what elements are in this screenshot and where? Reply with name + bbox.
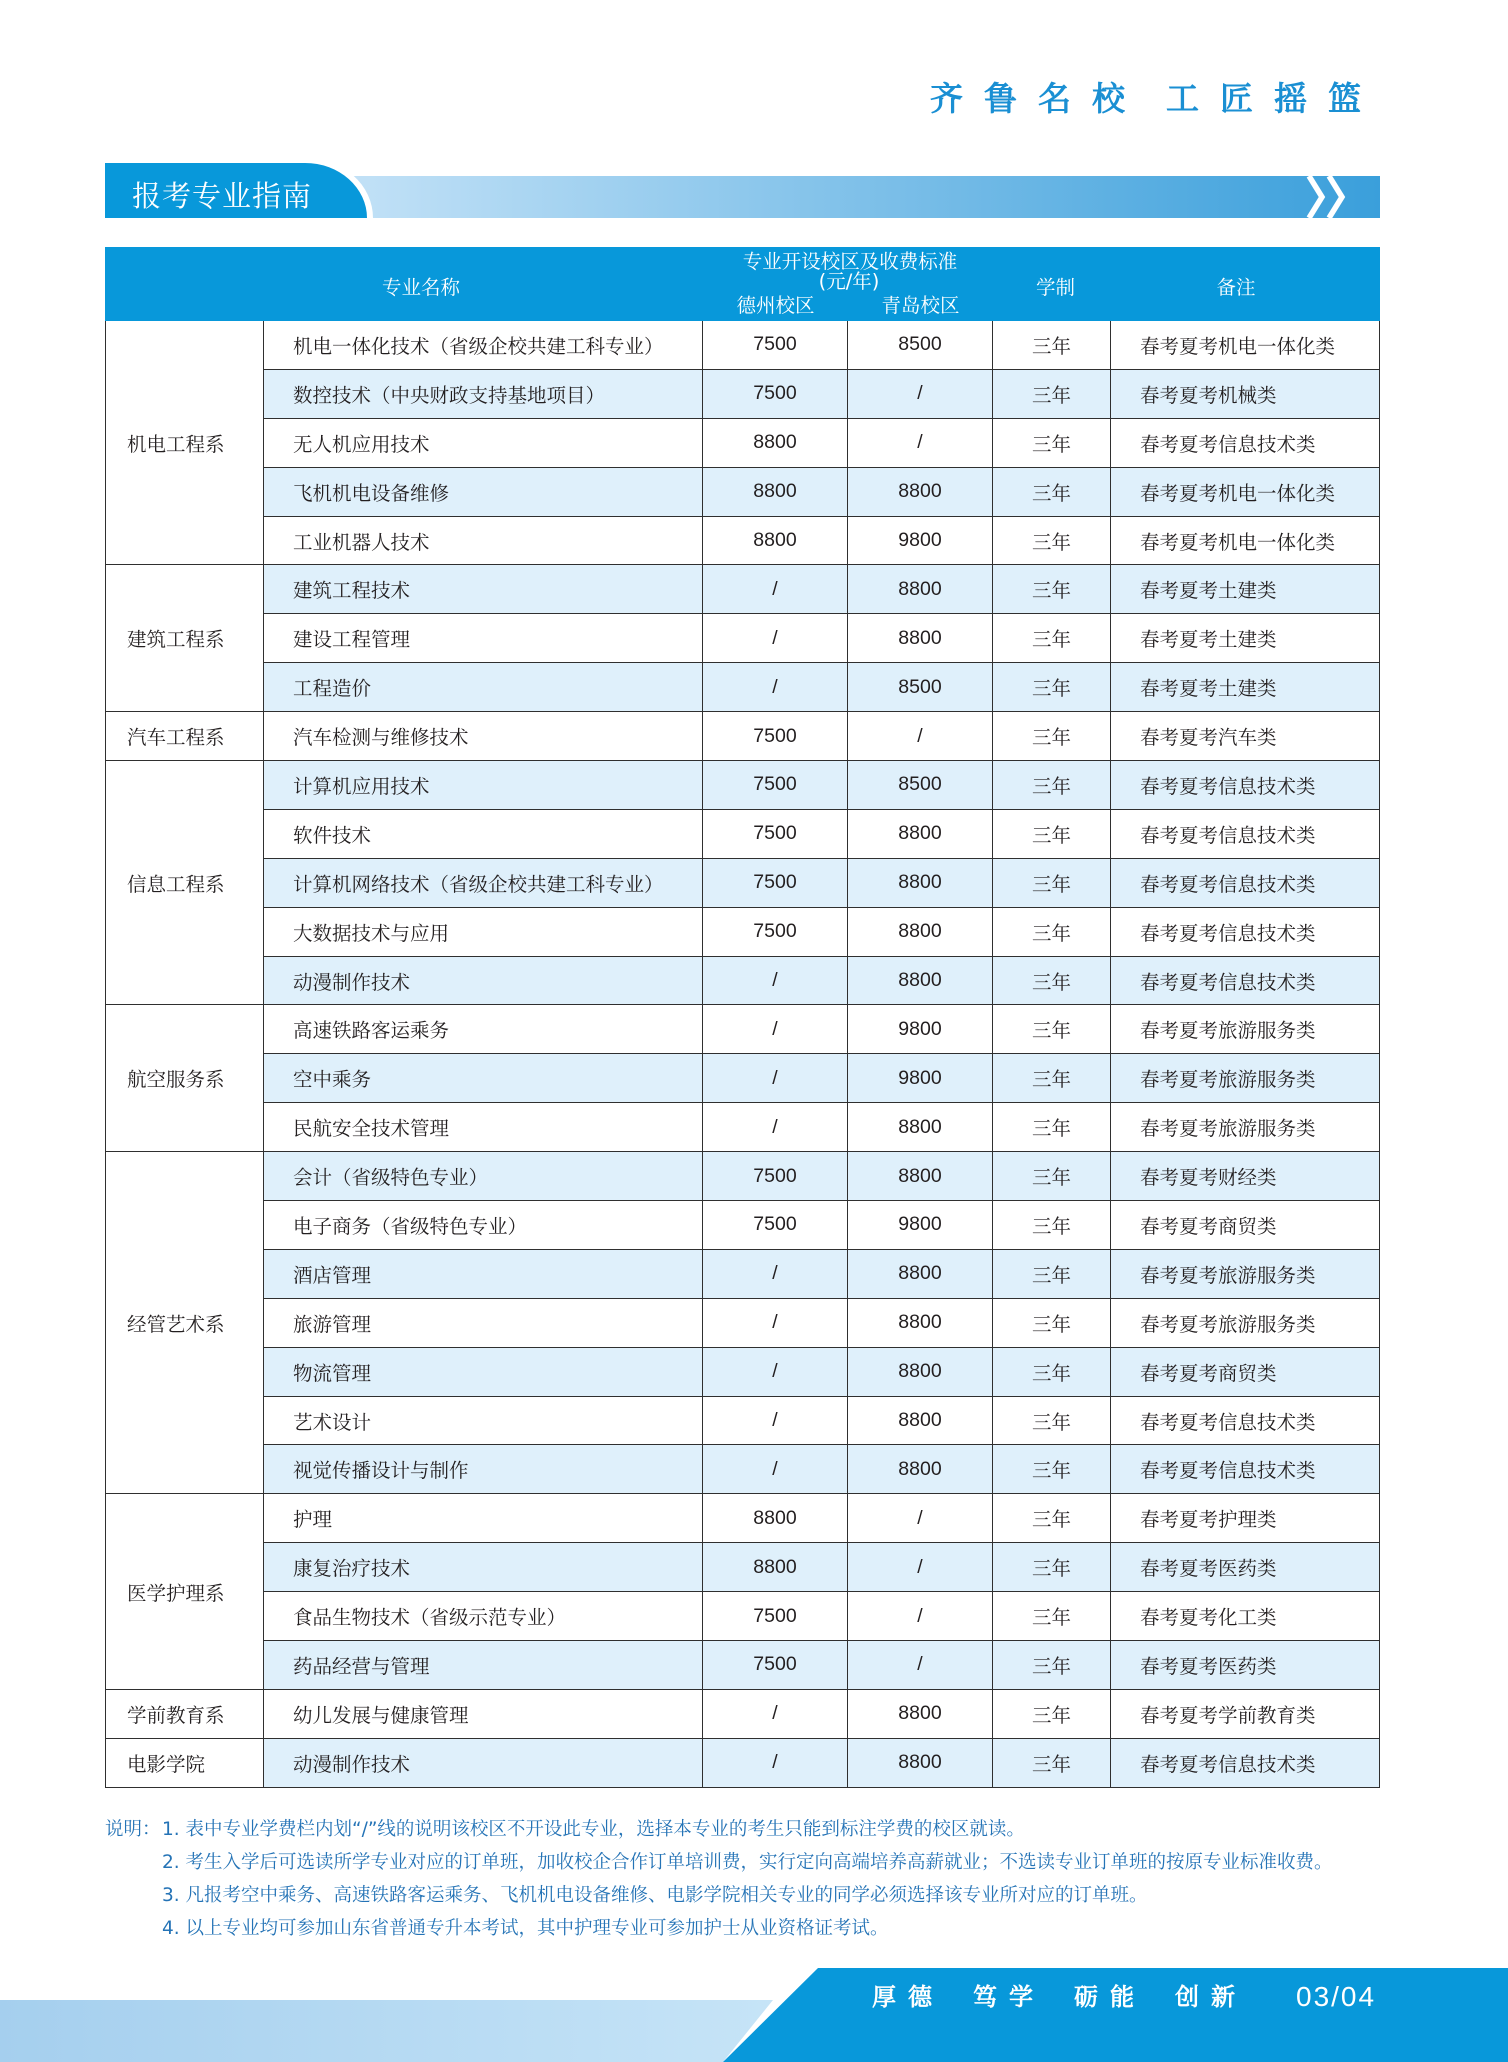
fee-qingdao-cell: 8800 xyxy=(848,1103,993,1152)
fee-qingdao-cell: 8500 xyxy=(848,663,993,712)
fee-dezhou-cell: 8800 xyxy=(703,419,848,468)
exam-category-cell: 春考夏考商贸类 xyxy=(1111,1348,1380,1397)
fee-qingdao-cell: / xyxy=(848,712,993,761)
duration-cell: 三年 xyxy=(993,1299,1111,1348)
fee-dezhou-cell: / xyxy=(703,957,848,1006)
slogan xyxy=(930,78,1382,120)
major-name-cell: 护理 xyxy=(264,1494,703,1543)
fee-qingdao-cell: 8800 xyxy=(848,810,993,859)
exam-category-cell: 春考夏考旅游服务类 xyxy=(1111,1299,1380,1348)
note-item xyxy=(105,1813,1333,1846)
note-item: 3. 凡报考空中乘务、高速铁路客运乘务、飞机机电设备维修、电影学院相关专业的同学必须选择该专业所对应的订单班。 xyxy=(162,1885,1148,1906)
exam-category-cell: 春考夏考土建类 xyxy=(1111,565,1380,614)
fee-qingdao-cell: 8800 xyxy=(848,565,993,614)
fee-dezhou-cell: 7500 xyxy=(703,761,848,810)
duration-cell: 三年 xyxy=(993,321,1111,370)
major-name-cell: 高速铁路客运乘务 xyxy=(264,1005,703,1054)
fee-dezhou-cell: / xyxy=(703,1005,848,1054)
fee-qingdao-cell: / xyxy=(848,419,993,468)
fee-dezhou-cell: 8800 xyxy=(703,1494,848,1543)
major-name-cell: 建筑工程技术 xyxy=(264,565,703,614)
fee-dezhou-cell: / xyxy=(703,1103,848,1152)
major-name-cell: 电子商务（省级特色专业） xyxy=(264,1201,703,1250)
department-cell: 经管艺术系 xyxy=(105,1152,264,1494)
motto-word: 砺能 xyxy=(1074,1983,1146,2011)
header-fee-unit: (元/年) xyxy=(818,270,880,293)
page-number: 03/04 xyxy=(1296,1981,1377,2012)
major-name-cell: 康复治疗技术 xyxy=(264,1543,703,1592)
fee-dezhou-cell: 8800 xyxy=(703,468,848,517)
footer-motto xyxy=(872,1981,1247,2013)
exam-category-cell: 春考夏考信息技术类 xyxy=(1111,1445,1380,1494)
major-name-cell: 建设工程管理 xyxy=(264,614,703,663)
fee-qingdao-cell: 9800 xyxy=(848,1201,993,1250)
fee-dezhou-cell: / xyxy=(703,1690,848,1739)
fee-dezhou-cell: 8800 xyxy=(703,1543,848,1592)
fee-qingdao-cell: 8800 xyxy=(848,1739,993,1788)
duration-cell: 三年 xyxy=(993,1739,1111,1788)
note-item: 4. 以上专业均可参加山东省普通专升本考试，其中护理专业可参加护士从业资格证考试。 xyxy=(162,1918,889,1939)
department-cell: 医学护理系 xyxy=(105,1494,264,1690)
fee-qingdao-cell: / xyxy=(848,1494,993,1543)
duration-cell: 三年 xyxy=(993,1397,1111,1446)
motto-word: 笃学 xyxy=(973,1983,1045,2011)
slogan-part: 工匠摇篮 xyxy=(1166,79,1382,118)
fee-dezhou-cell: 7500 xyxy=(703,1641,848,1690)
header-campus-qingdao: 青岛校区 xyxy=(881,294,960,317)
fee-dezhou-cell: 8800 xyxy=(703,517,848,566)
department-cell: 航空服务系 xyxy=(105,1005,264,1152)
notes-label: 说明： xyxy=(105,1819,161,1840)
major-name-cell: 物流管理 xyxy=(264,1348,703,1397)
fee-qingdao-cell: 8800 xyxy=(848,1690,993,1739)
slogan-part: 齐鲁名校 xyxy=(930,79,1146,118)
duration-cell: 三年 xyxy=(993,517,1111,566)
fee-dezhou-cell: 7500 xyxy=(703,1201,848,1250)
fee-dezhou-cell: / xyxy=(703,1739,848,1788)
duration-cell: 三年 xyxy=(993,1348,1111,1397)
major-name-cell: 药品经营与管理 xyxy=(264,1641,703,1690)
fee-dezhou-cell: 7500 xyxy=(703,908,848,957)
exam-category-cell: 春考夏考护理类 xyxy=(1111,1494,1380,1543)
major-name-cell: 计算机网络技术（省级企校共建工科专业） xyxy=(264,859,703,908)
fee-qingdao-cell: / xyxy=(848,370,993,419)
duration-cell: 三年 xyxy=(993,370,1111,419)
exam-category-cell: 春考夏考土建类 xyxy=(1111,663,1380,712)
fee-dezhou-cell: 7500 xyxy=(703,712,848,761)
exam-category-cell: 春考夏考旅游服务类 xyxy=(1111,1250,1380,1299)
major-name-cell: 视觉传播设计与制作 xyxy=(264,1445,703,1494)
exam-category-cell: 春考夏考信息技术类 xyxy=(1111,908,1380,957)
major-name-cell: 工业机器人技术 xyxy=(264,517,703,566)
exam-category-cell: 春考夏考机电一体化类 xyxy=(1111,517,1380,566)
footer-light-stripe xyxy=(0,2000,773,2062)
fee-qingdao-cell: 8800 xyxy=(848,957,993,1006)
exam-category-cell: 春考夏考医药类 xyxy=(1111,1543,1380,1592)
exam-category-cell: 春考夏考信息技术类 xyxy=(1111,810,1380,859)
department-cell: 建筑工程系 xyxy=(105,565,264,712)
department-cell: 信息工程系 xyxy=(105,761,264,1005)
duration-cell: 三年 xyxy=(993,1250,1111,1299)
department-cell: 学前教育系 xyxy=(105,1690,264,1739)
exam-category-cell: 春考夏考土建类 xyxy=(1111,614,1380,663)
exam-category-cell: 春考夏考信息技术类 xyxy=(1111,1397,1380,1446)
fee-dezhou-cell: 7500 xyxy=(703,810,848,859)
fee-dezhou-cell: 7500 xyxy=(703,321,848,370)
exam-category-cell: 春考夏考学前教育类 xyxy=(1111,1690,1380,1739)
exam-category-cell: 春考夏考信息技术类 xyxy=(1111,419,1380,468)
note-text: 1. 表中专业学费栏内划“/”线的说明该校区不开设此专业，选择本专业的考生只能到标注学费的校区就读。 xyxy=(162,1819,1025,1840)
duration-cell: 三年 xyxy=(993,1641,1111,1690)
exam-category-cell: 春考夏考机电一体化类 xyxy=(1111,468,1380,517)
fee-qingdao-cell: 8800 xyxy=(848,1299,993,1348)
major-name-cell: 会计（省级特色专业） xyxy=(264,1152,703,1201)
duration-cell: 三年 xyxy=(993,1494,1111,1543)
duration-cell: 三年 xyxy=(993,908,1111,957)
note-item: 2. 考生入学后可选读所学专业对应的订单班，加收校企合作订单培训费，实行定向高端培养高薪就业；不选读专业订单班的按原专业标准收费。 xyxy=(162,1852,1333,1873)
duration-cell: 三年 xyxy=(993,712,1111,761)
fee-qingdao-cell: 8800 xyxy=(848,1397,993,1446)
exam-category-cell: 春考夏考医药类 xyxy=(1111,1641,1380,1690)
header-note: 备注 xyxy=(1216,276,1256,299)
exam-category-cell: 春考夏考旅游服务类 xyxy=(1111,1054,1380,1103)
major-name-cell: 软件技术 xyxy=(264,810,703,859)
exam-category-cell: 春考夏考商贸类 xyxy=(1111,1201,1380,1250)
duration-cell: 三年 xyxy=(993,1543,1111,1592)
major-name-cell: 计算机应用技术 xyxy=(264,761,703,810)
duration-cell: 三年 xyxy=(993,1152,1111,1201)
exam-category-cell: 春考夏考信息技术类 xyxy=(1111,859,1380,908)
fee-qingdao-cell: 8800 xyxy=(848,859,993,908)
fee-dezhou-cell: / xyxy=(703,614,848,663)
section-title-bar xyxy=(335,176,1380,218)
fee-qingdao-cell: 9800 xyxy=(848,1005,993,1054)
fee-qingdao-cell: 8800 xyxy=(848,468,993,517)
header-fee-group: 专业开设校区及收费标准 xyxy=(742,250,958,273)
fee-qingdao-cell: / xyxy=(848,1543,993,1592)
fee-dezhou-cell: / xyxy=(703,1397,848,1446)
header-campus-dezhou: 德州校区 xyxy=(736,294,815,317)
exam-category-cell: 春考夏考机电一体化类 xyxy=(1111,321,1380,370)
header-major-name: 专业名称 xyxy=(381,276,460,299)
section-title: 报考专业指南 xyxy=(132,179,313,213)
exam-category-cell: 春考夏考旅游服务类 xyxy=(1111,1005,1380,1054)
exam-category-cell: 春考夏考信息技术类 xyxy=(1111,761,1380,810)
exam-category-cell: 春考夏考汽车类 xyxy=(1111,712,1380,761)
duration-cell: 三年 xyxy=(993,663,1111,712)
duration-cell: 三年 xyxy=(993,614,1111,663)
major-name-cell: 食品生物技术（省级示范专业） xyxy=(264,1592,703,1641)
duration-cell: 三年 xyxy=(993,468,1111,517)
fee-qingdao-cell: 8800 xyxy=(848,1152,993,1201)
fee-dezhou-cell: / xyxy=(703,565,848,614)
major-name-cell: 动漫制作技术 xyxy=(264,1739,703,1788)
major-name-cell: 幼儿发展与健康管理 xyxy=(264,1690,703,1739)
fee-dezhou-cell: / xyxy=(703,1299,848,1348)
table-header xyxy=(105,247,1380,321)
duration-cell: 三年 xyxy=(993,957,1111,1006)
exam-category-cell: 春考夏考化工类 xyxy=(1111,1592,1380,1641)
major-name-cell: 无人机应用技术 xyxy=(264,419,703,468)
motto-word: 厚德 xyxy=(872,1983,944,2011)
duration-cell: 三年 xyxy=(993,810,1111,859)
duration-cell: 三年 xyxy=(993,1005,1111,1054)
major-name-cell: 民航安全技术管理 xyxy=(264,1103,703,1152)
major-name-cell: 旅游管理 xyxy=(264,1299,703,1348)
fee-qingdao-cell: 8500 xyxy=(848,321,993,370)
duration-cell: 三年 xyxy=(993,1103,1111,1152)
duration-cell: 三年 xyxy=(993,761,1111,810)
majors-table xyxy=(105,321,1380,1788)
major-name-cell: 空中乘务 xyxy=(264,1054,703,1103)
double-chevron-right-icon xyxy=(1300,176,1352,218)
duration-cell: 三年 xyxy=(993,1690,1111,1739)
fee-qingdao-cell: 8800 xyxy=(848,1445,993,1494)
major-name-cell: 艺术设计 xyxy=(264,1397,703,1446)
major-name-cell: 动漫制作技术 xyxy=(264,957,703,1006)
duration-cell: 三年 xyxy=(993,1445,1111,1494)
fee-qingdao-cell: 8800 xyxy=(848,908,993,957)
fee-dezhou-cell: / xyxy=(703,1054,848,1103)
fee-qingdao-cell: 9800 xyxy=(848,517,993,566)
major-name-cell: 酒店管理 xyxy=(264,1250,703,1299)
major-name-cell: 汽车检测与维修技术 xyxy=(264,712,703,761)
fee-dezhou-cell: 7500 xyxy=(703,370,848,419)
motto-word: 创新 xyxy=(1175,1983,1247,2011)
fee-dezhou-cell: 7500 xyxy=(703,1592,848,1641)
department-cell: 电影学院 xyxy=(105,1739,264,1788)
exam-category-cell: 春考夏考信息技术类 xyxy=(1111,957,1380,1006)
header-duration: 学制 xyxy=(1035,276,1075,299)
department-cell: 汽车工程系 xyxy=(105,712,264,761)
fee-dezhou-cell: 7500 xyxy=(703,1152,848,1201)
duration-cell: 三年 xyxy=(993,1592,1111,1641)
exam-category-cell: 春考夏考财经类 xyxy=(1111,1152,1380,1201)
fee-qingdao-cell: 8800 xyxy=(848,1250,993,1299)
major-name-cell: 数控技术（中央财政支持基地项目） xyxy=(264,370,703,419)
exam-category-cell: 春考夏考机械类 xyxy=(1111,370,1380,419)
fee-qingdao-cell: 8800 xyxy=(848,1348,993,1397)
major-name-cell: 工程造价 xyxy=(264,663,703,712)
fee-dezhou-cell: / xyxy=(703,1250,848,1299)
duration-cell: 三年 xyxy=(993,565,1111,614)
major-name-cell: 飞机机电设备维修 xyxy=(264,468,703,517)
fee-dezhou-cell: / xyxy=(703,1445,848,1494)
fee-qingdao-cell: 9800 xyxy=(848,1054,993,1103)
fee-qingdao-cell: / xyxy=(848,1641,993,1690)
major-name-cell: 大数据技术与应用 xyxy=(264,908,703,957)
fee-qingdao-cell: 8800 xyxy=(848,614,993,663)
duration-cell: 三年 xyxy=(993,859,1111,908)
fee-qingdao-cell: 8500 xyxy=(848,761,993,810)
fee-qingdao-cell: / xyxy=(848,1592,993,1641)
duration-cell: 三年 xyxy=(993,1201,1111,1250)
fee-dezhou-cell: / xyxy=(703,1348,848,1397)
footer-banner xyxy=(0,1968,1508,2062)
duration-cell: 三年 xyxy=(993,419,1111,468)
major-name-cell: 机电一体化技术（省级企校共建工科专业） xyxy=(264,321,703,370)
department-cell: 机电工程系 xyxy=(105,321,264,565)
exam-category-cell: 春考夏考旅游服务类 xyxy=(1111,1103,1380,1152)
fee-dezhou-cell: / xyxy=(703,663,848,712)
fee-dezhou-cell: 7500 xyxy=(703,859,848,908)
duration-cell: 三年 xyxy=(993,1054,1111,1103)
notes-section xyxy=(105,1813,1333,1945)
exam-category-cell: 春考夏考信息技术类 xyxy=(1111,1739,1380,1788)
